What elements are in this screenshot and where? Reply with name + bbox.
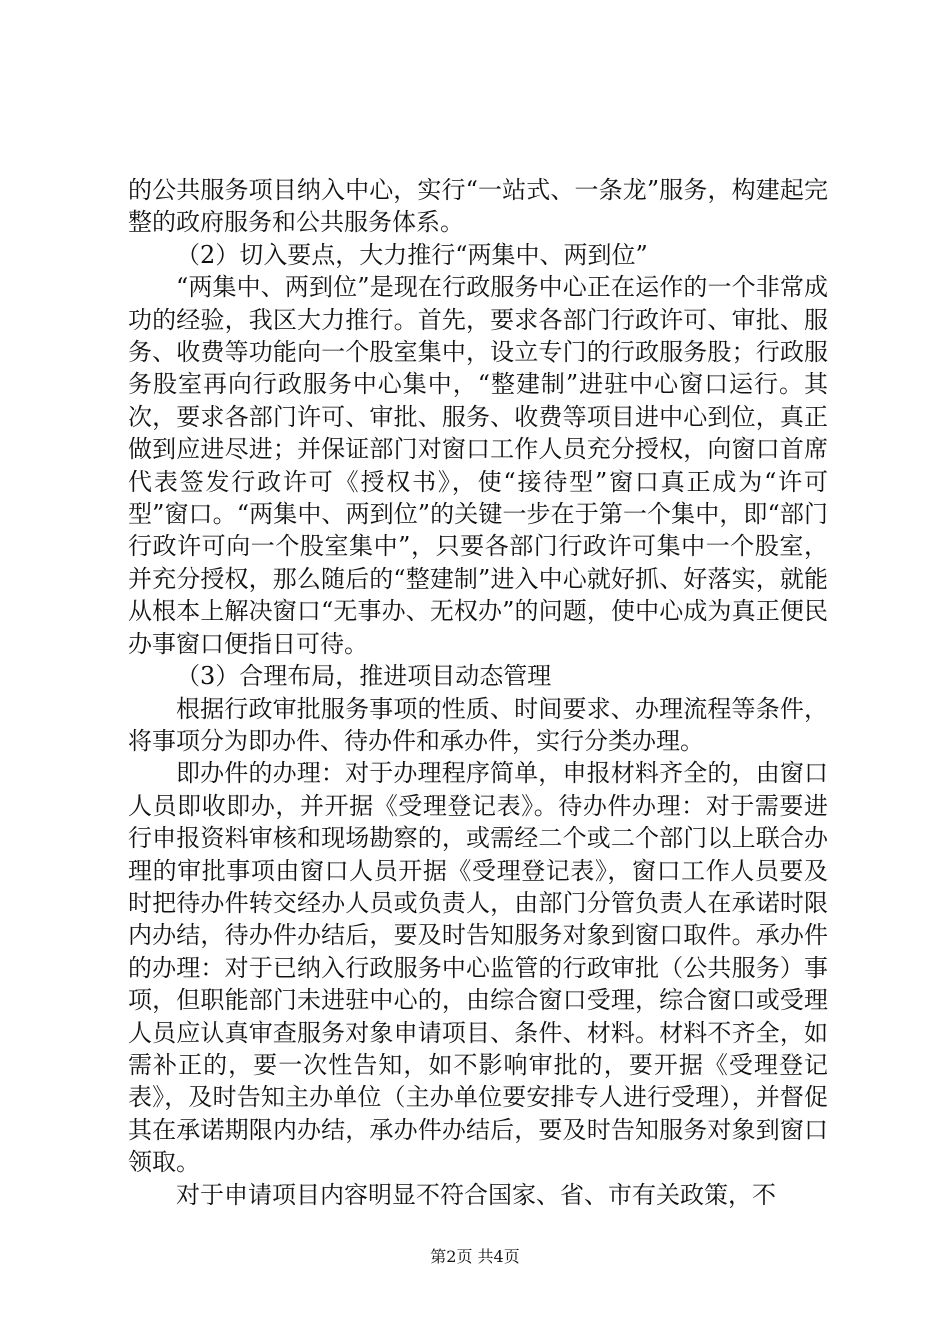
- paragraph-trailing: 对于申请项目内容明显不符合国家、省、市有关政策，不: [176, 1180, 776, 1209]
- paragraph-continuation: 的公共服务项目纳入中心，实行“一站式、一条龙”服务，构建起完整的政府服务和公共服务体系。: [128, 176, 828, 237]
- section-heading-2: （2）切入要点，大力推行“两集中、两到位”: [176, 240, 648, 269]
- paragraph-processing-rules: 即办件的办理：对于办理程序简单，申报材料齐全的，由窗口人员即收即办，并开据《受理登记表》。待办件办理：对于需要进行申报资料审核和现场勘察的，或需经二个或二个部门以上联合办理的审批事项由窗口人员开据《受理登记表》，窗口工作人员要及时把待办件转交经办人员或负责人，由部门分管负责人在承诺时限内办结，待办件办结后，要及时告知服务对象到窗口取件。承办件的办理：对于已纳入行政服务中心监管的行政审批（公共服务）事项，但职能部门未进驻中心的，由综合窗口受理，综合窗口或受理人员应认真审查服务对象申请项目、条件、材料。材料不齐全，如需补正的，要一次性告知，如不影响审批的，要开据《受理登记表》，及时告知主办单位（主办单位要安排专人进行受理），并督促其在承诺期限内办结，承办件办结后，要及时告知服务对象到窗口领取。: [128, 759, 828, 1177]
- document-body: [128, 174, 828, 1211]
- section-heading-3: （3）合理布局，推进项目动态管理: [176, 662, 552, 691]
- page-number-footer: 第2页 共4页: [430, 1247, 520, 1266]
- paragraph-classification: 根据行政审批服务事项的性质、时间要求、办理流程等条件，将事项分为即办件、待办件和承办件，实行分类办理。: [128, 694, 828, 755]
- paragraph-two-concentrations: “两集中、两到位”是现在行政服务中心正在运作的一个非常成功的经验，我区大力推行。首先，要求各部门行政许可、审批、服务、收费等功能向一个股室集中，设立专门的行政服务股；行政服务股室再向行政服务中心集中，“整建制”进驻中心窗口运行。其次，要求各部门许可、审批、服务、收费等项目进中心到位，真正做到应进尽进；并保证部门对窗口工作人员充分授权，向窗口首席代表签发行政许可《授权书》，使“接待型”窗口真正成为“许可型”窗口。“两集中、两到位”的关键一步在于第一个集中，即“部门行政许可向一个股室集中”，只要各部门行政许可集中一个股室，并充分授权，那么随后的“整建制”进入中心就好抓、好落实，就能从根本上解决窗口“无事办、无权办”的问题，使中心成为真正便民办事窗口便指日可待。: [128, 273, 828, 658]
